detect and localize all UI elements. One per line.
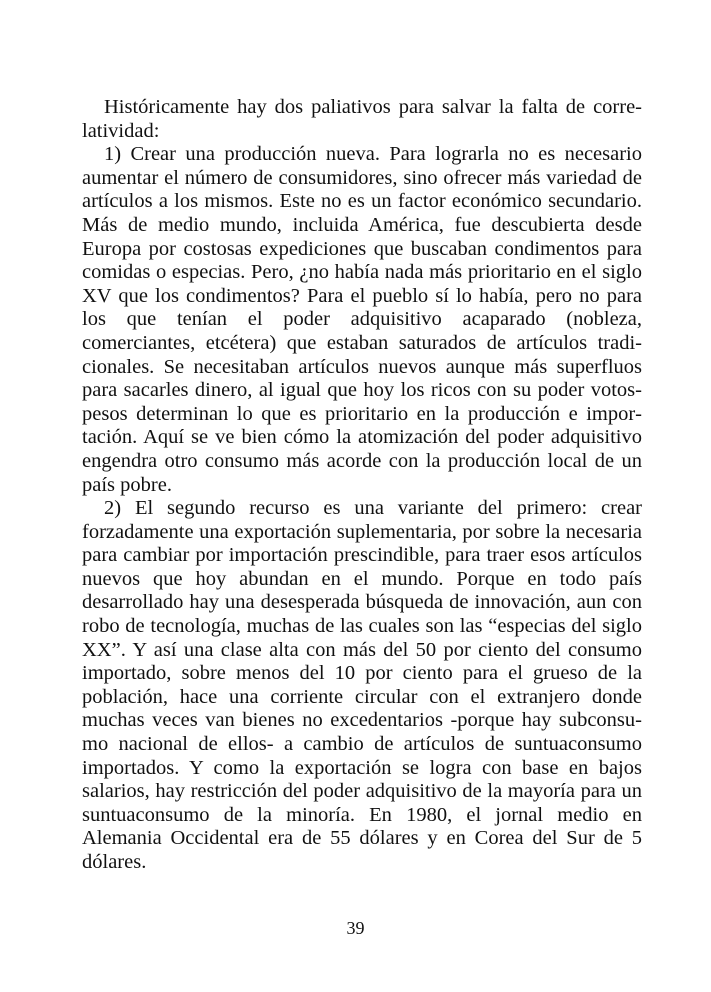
paragraph-point-1: 1) Crear una producción nueva. Para lograrla no es necesario aumentar el número de consumidores, sino ofrecer más variedad de artículos a los mismos. Este no es un factor económico secundario. Más de medio mundo, incluida América, fue descubierta desde Europa por costosas expediciones que buscaban condimentos para comidas o especias. Pero, ¿no había nada más prioritario en el siglo XV que los condimentos? Para el pueblo sí lo había, pero no para los que tenían el poder adquisitivo acaparado (nobleza, comerciantes, etcétera) que estaban saturados de artículos tradicionales. Se necesitaban artículos nuevos aunque más superfluos para sacarles dinero, al igual que hoy los ricos con su poder votospesos determinan lo que es prioritario en la producción e importación. Aquí se ve bien cómo la atomización del poder adquisitivo engendra otro consumo más acorde con la producción local de un país pobre. <box>82 143 642 496</box>
paragraph-point-2: 2) El segundo recurso es una variante del primero: crear forzadamente una exportación suplementaria, por sobre la necesaria para cambiar por importación prescindible, para traer esos artículos nuevos que hoy abundan en el mundo. Porque en todo país desarrollado hay una desesperada búsqueda de innovación, aun con robo de tecnología, muchas de las cuales son las “especias del siglo XX”. Y así una clase alta con más del 50 por ciento del consumo importado, sobre menos del 10 por ciento para el grueso de la población, hace una corriente circular con el extranjero donde muchas veces van bienes no excedentarios -porque hay subconsumo nacional de ellos- a cambio de artículos de suntuaconsumo importados. Y como la exportación se logra con base en bajos salarios, hay restricción del poder adquisitivo de la mayoría para un suntuaconsumo de la minoría. En 1980, el jornal medio en Alemania Occidental era de 55 dólares y en Corea del Sur de 5 dólares. <box>82 497 642 873</box>
paragraph-intro: Históricamente hay dos paliativos para salvar la falta de correlatividad: <box>82 96 642 142</box>
body-text <box>82 96 642 875</box>
page-number: 39 <box>346 918 365 938</box>
